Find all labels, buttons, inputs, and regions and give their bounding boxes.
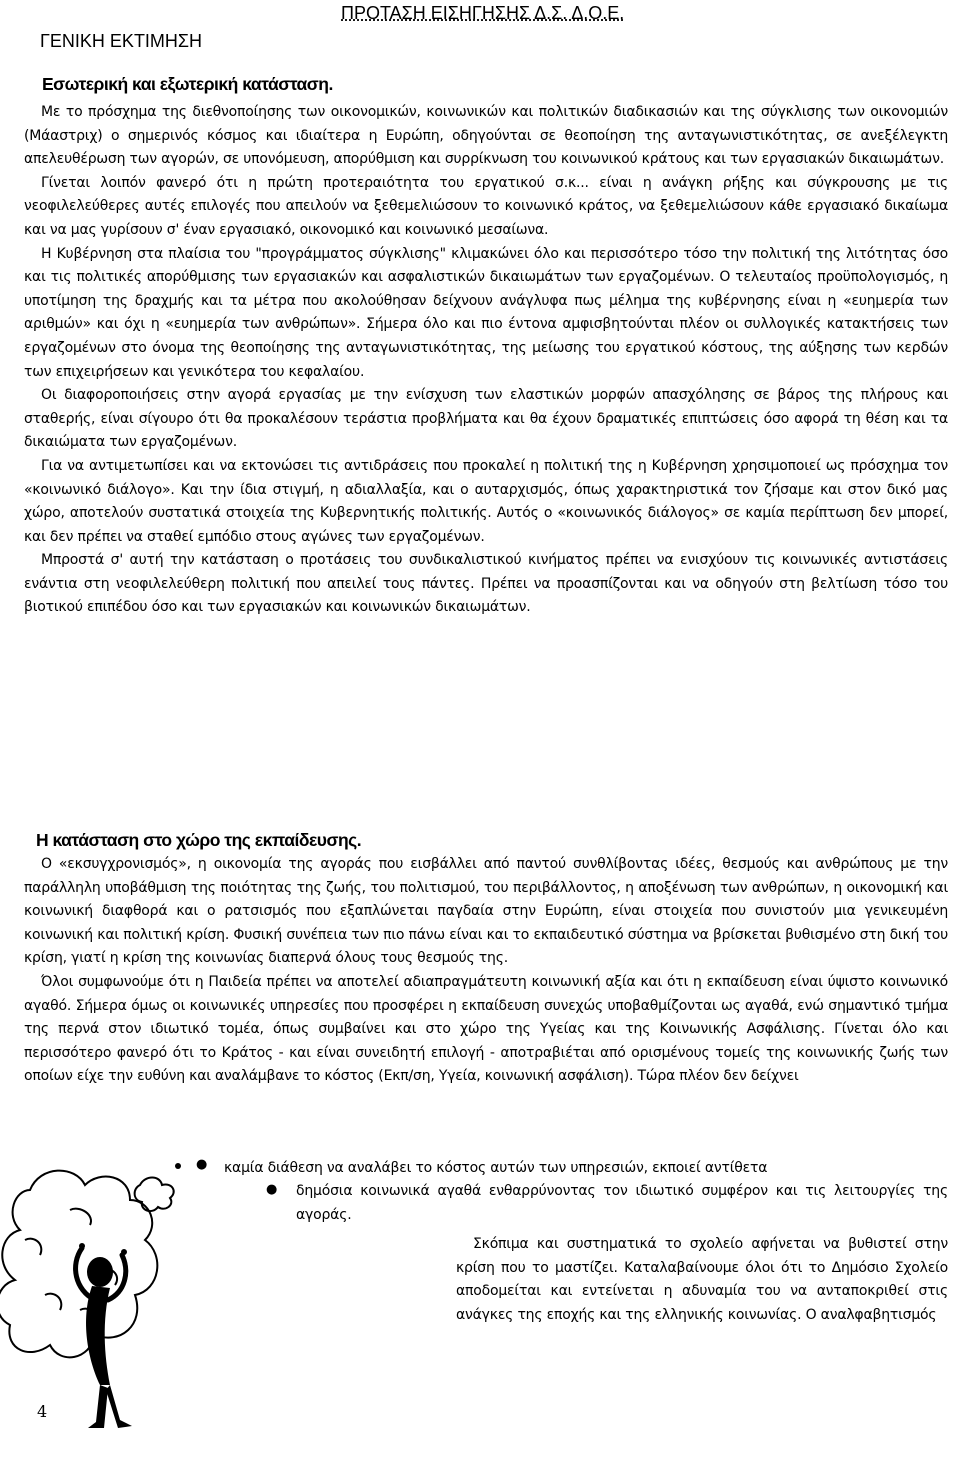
paragraph: Οι διαφοροποιήσεις στην αγορά εργασίας με την ενίσχυση των ελαστικών μορφών απασχόλησης σε βάρος της πλήρους και σταθερής, είναι σίγουρο ότι θα προκαλέσουν τεράστια προβλήματα και θα έχουν δραματικές επιπτώσεις όσο αφορά τη θέση και τα δικαιώματα των εργαζομένων. <box>24 387 948 451</box>
paragraph: Γίνεται λοιπόν φανερό ότι η πρώτη προτεραιότητα του εργατικού σ.κ... είναι η ανάγκη ρήξης και σύγκρουσης με τις νεοφιλελεύθερες αυτές επιλογές που απειλούν να ξεθεμελιώσουν το κοινωνικό κράτος, να ξεθεμελιώσουν κάθε εργασιακό δικαίωμα και να μας γυρίσουν σ' έναν εργασιακό, οικονομικό και κοινωνικό μεσαίωνα. <box>24 174 948 238</box>
section-heading-education: Η κατάσταση στο χώρο της εκπαίδευσης. <box>36 830 362 850</box>
paragraph: Σκόπιμα και συστηματικά το σχολείο αφήνεται να βυθιστεί στην κρίση που το μαστίζει. Καταλαβαίνουμε όλοι ότι το Δημόσιο Σχολείο αποδομείται και εντείνεται η αδυναμία του να ανταποκριθεί στις ανάγκες της εποχής και της ελληνικής κοινωνίας. Ο αναλφαβητισμός <box>456 1236 948 1323</box>
man-juggling-chalk-cloud-icon <box>0 1157 460 1457</box>
section-heading-internal-external: Εσωτερική και εξωτερική κατάσταση. <box>42 74 333 94</box>
header-proposal-title: ΠΡΟΤΑΣΗ ΕΙΣΗΓΗΣΗΣ Δ.Σ. Δ.Ο.Ε. <box>341 3 625 23</box>
paragraph: Με το πρόσχημα της διεθνοποίησης των οικονομικών, κοινωνικών και πολιτικών διαδικασιών και της σύγκλισης των οικονομιών (Μάαστριχ) ο σημερινός κόσμος και ιδιαίτερα η Ευρώπη, οδηγούνται σε θεοποίηση της ανταγωνιστικότητας, σε ανεξέλεγκτη απελευθέρωση των αγορών, σε υπονόμευση, απορύθμιση και συρρίκνωση του κοινωνικού κράτους και των εργασιακών δικαιωμάτων. <box>24 104 948 168</box>
paragraph: Όλοι συμφωνούμε ότι η Παιδεία πρέπει να αποτελεί αδιαπραγμάτευτη κοινωνική αξία και ότι η εκπαίδευση είναι ύψιστο κοινωνικό αγαθό. Σήμερα όμως οι κοινωνικές υπηρεσίες που προσφέρει η εκπαίδευση συνεχώς υποβαθμίζονται ως αγαθά, ενώ σημαντικό τμήμα της περνά στον ιδιωτικό τομέα, όπως συμβαίνει και στο χώρο της Υγείας και της Κοινωνικής Ασφάλισης. Γίνεται όλο και περισσότερο φανερό ότι το Κράτος - και είναι συνειδητή επιλογή - αποτραβιέται από ορισμένους τομείς της κοινωνικής ζωής των οποίων είχε την ευθύνη και αναλάμβανε το κόστος (Εκπ/ση, Υγεία, κοινωνική ασφάλιση). Τώρα πλέον δεν δείχνει <box>24 973 948 1085</box>
paragraph: Η Κυβέρνηση στα πλαίσια του "προγράμματος σύγκλισης" κλιμακώνει όλο και περισσότερο τόσο την πολιτική της λιτότητας όσο και τις πολιτικές απορύθμισης των εργασιακών και ασφαλιστικών δικαιωμάτων των εργαζομένων. Ο τελευταίος προϋπολογισμός, η υποτίμηση της δραχμής και τα μέτρα που ακολούθησαν δείχνουν ανάγλυφα πως μέλημα της κυβέρνησης είναι η «ευημερία των αριθμών» και όχι η «ευημερία των ανθρώπων». Σήμερα όλο και πιο έντονα αμφισβητούνται πλέον οι συλλογικές κατακτήσεις των εργαζομένων στο όνομα της θεοποίησης της ανταγωνιστικότητας, της μείωσης του εργατικού κόστους, της αύξησης των κερδών των επιχειρήσεων και γενικότερα του κεφαλαίου. <box>24 245 948 380</box>
section2-closing <box>456 1233 948 1327</box>
bullet-dot-icon: ● <box>196 1157 208 1172</box>
paragraph: Ο «εκσυγχρονισμός», η οικονομία της αγοράς που εισβάλλει από παντού συνθλίβοντας ιδέες, θεσμούς και ανθρώπους με την παράλληλη υποβάθμιση της ποιότητας της ζωής, του πολιτισμού, του περιβάλλοντος, η αποξένωση των ανθρώπων, η οικονομική και κοινωνική διαφθορά και ο ρατσισμός που εξαπλώνεται παγδαία στην Ευρώπη, είναι στοιχεία που συνιστούν μια γενικευμένη κοινωνική και πολιτική κρίση. Φυσική συνέπεια των πιο πάνω είναι και το εκπαιδευτικό σύστημα να βρίσκεται βυθισμένο στη δική του κρίση, γιατί η κρίση της κοινωνίας διαπερνά όλους τους θεσμούς της. <box>24 856 948 967</box>
section2-body <box>24 853 948 1089</box>
bullet-text-2: δημόσια κοινωνικά αγαθά ενθαρρύνοντας τον ιδιωτικό συμφέρον και τις λειτουργίες της αγοράς. <box>296 1183 948 1223</box>
section1-body <box>24 101 948 620</box>
paragraph: Για να αντιμετωπίσει και να εκτονώσει τις αντιδράσεις που προκαλεί η πολιτική της η Κυβέρνηση χρησιμοποιεί ως πρόσχημα τον «κοινωνικό διάλογο». Και την ίδια στιγμή, η αδιαλλαξία, και ο αυταρχισμός, όπως χαρακτηριστικά τον ζήσαμε και στον δικό μας χώρο, αποτελούν συστατικά στοιχεία της Κυβερνητικής πολιτικής. Αυτός ο «κοινωνικός διάλογος» σε καμία περίπτωση δεν μπορεί, και δεν πρέπει να σταθεί εμπόδιο στους αγώνες των εργαζομένων. <box>24 457 948 545</box>
header-general-assessment: ΓΕΝΙΚΗ ΕΚΤΙΜΗΣΗ <box>40 31 203 51</box>
bullet-text-1: καμία διάθεση να αναλάβει το κόστος αυτών των υπηρεσιών, εκποιεί αντίθετα <box>224 1160 768 1176</box>
page-number: 4 <box>37 1402 48 1421</box>
paragraph: Μπροστά σ' αυτή την κατάσταση ο προτάσεις του συνδικαλιστικού κινήματος πρέπει να ενισχύουν τις κοινωνικές αντιστάσεις ενάντια στη νεοφιλελεύθερη πολιτική που απειλεί τους πάντες. Πρέπει να προασπίζονται και να οδηγούν στη βελτίωση τόσο του βιοτικού επιπέδου όσο και των εργασιακών και κοινωνικών δικαιωμάτων. <box>24 552 948 616</box>
bullet-dot-icon: ● <box>266 1182 278 1197</box>
